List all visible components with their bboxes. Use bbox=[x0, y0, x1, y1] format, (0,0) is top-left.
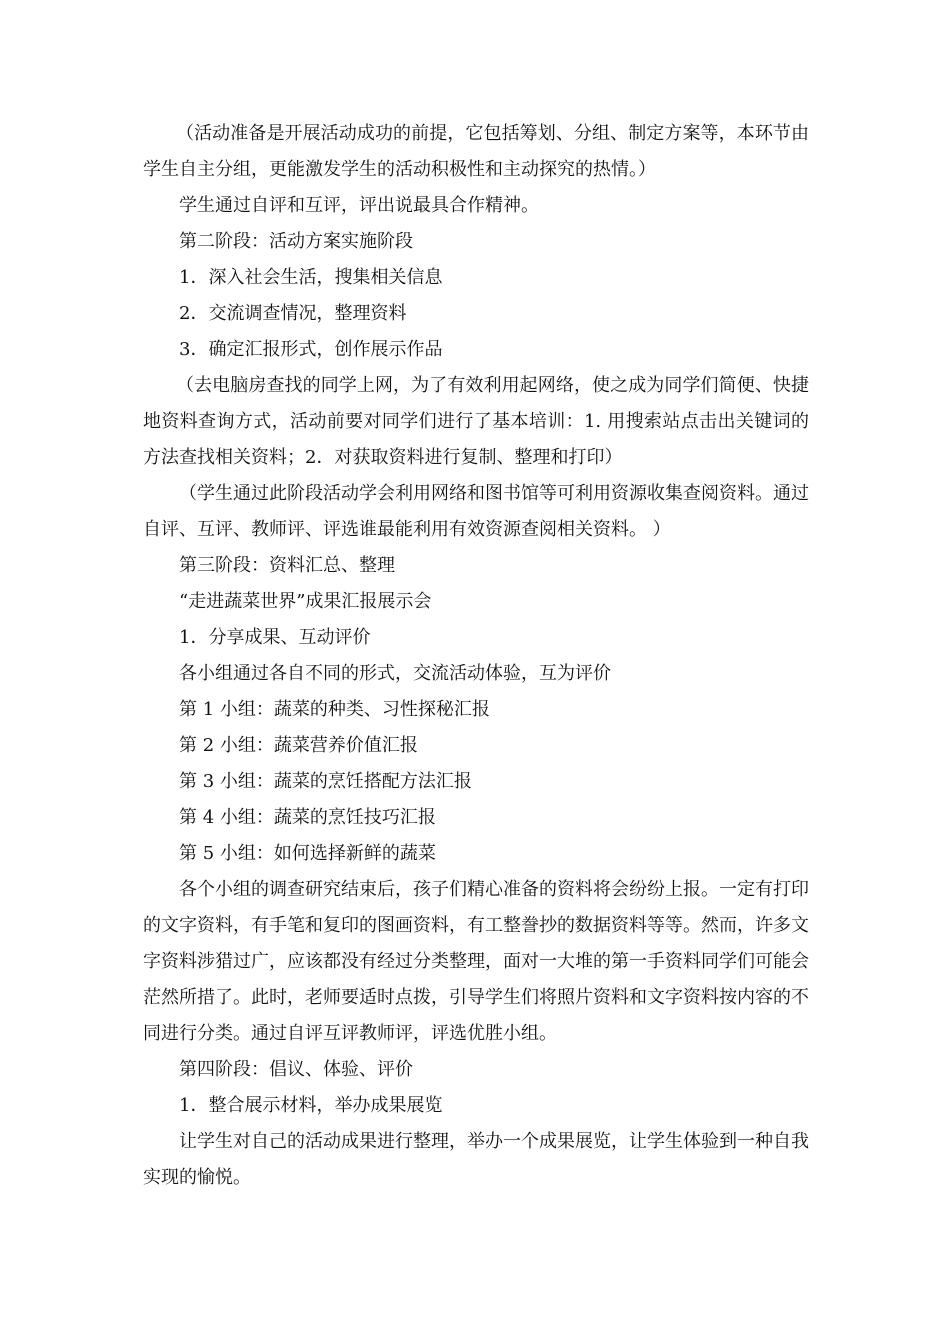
paragraph-activity-preparation-note: （活动准备是开展活动成功的前提，它包括筹划、分组、制定方案等，本环节由学生自主分组，更能激发学生的活动积极性和主动探究的热情。） bbox=[143, 123, 809, 180]
document-body bbox=[143, 116, 809, 1196]
paragraph-group-exchange: 各小组通过各自不同的形式，交流活动体验，互为评价 bbox=[179, 663, 611, 684]
list-item-group-2: 第 2 小组：蔬菜营养价值汇报 bbox=[179, 735, 418, 756]
paragraph-self-evaluation: 学生通过自评和互评，评出说最具合作精神。 bbox=[179, 195, 539, 216]
heading-stage-two: 第二阶段：活动方案实施阶段 bbox=[179, 231, 413, 252]
list-item-group-5: 第 5 小组：如何选择新鲜的蔬菜 bbox=[179, 843, 436, 864]
list-item-stage-two-2: 2．交流调查情况，整理资料 bbox=[179, 303, 407, 324]
heading-stage-three: 第三阶段：资料汇总、整理 bbox=[179, 555, 395, 576]
list-item-stage-two-3: 3．确定汇报形式，创作展示作品 bbox=[179, 339, 443, 360]
paragraph-computer-room-note: （去电脑房查找的同学上网，为了有效利用起网络，使之成为同学们简便、快捷地资料查询方式，活动前要对同学们进行了基本培训：1. 用搜索站点击出关键词的方法查找相关资料；2．对获取资料进行复制、整理和打印） bbox=[143, 375, 809, 468]
paragraph-exhibition-experience: 让学生对自己的活动成果进行整理，举办一个成果展览，让学生体验到一种自我实现的愉悦。 bbox=[143, 1131, 809, 1188]
list-item-group-1: 第 1 小组：蔬菜的种类、习性探秘汇报 bbox=[179, 699, 490, 720]
list-item-stage-four-1: 1．整合展示材料，举办成果展览 bbox=[179, 1095, 443, 1116]
paragraph-material-classification: 各个小组的调查研究结束后，孩子们精心准备的资料将会纷纷上报。一定有打印的文字资料，有手笔和复印的图画资料，有工整誊抄的数据资料等等。然而，许多文字资料涉猎过广，应该都没有经过分类整理，面对一大堆的第一手资料同学们可能会茫然所措了。此时，老师要适时点拨，引导学生们将照片资料和文字资料按内容的不同进行分类。通过自评互评教师评，评选优胜小组。 bbox=[143, 879, 809, 1044]
list-item-group-3: 第 3 小组：蔬菜的烹饪搭配方法汇报 bbox=[179, 771, 472, 792]
paragraph-exhibition-title: “走进蔬菜世界”成果汇报展示会 bbox=[179, 591, 432, 612]
heading-stage-four: 第四阶段：倡议、体验、评价 bbox=[179, 1059, 413, 1080]
paragraph-resource-use-note: （学生通过此阶段活动学会利用网络和图书馆等可利用资源收集查阅资料。通过自评、互评、教师评、评选谁最能利用有效资源查阅相关资料。 ） bbox=[143, 483, 809, 540]
list-item-stage-two-1: 1．深入社会生活，搜集相关信息 bbox=[179, 267, 443, 288]
list-item-stage-three-1: 1．分享成果、互动评价 bbox=[179, 627, 371, 648]
list-item-group-4: 第 4 小组：蔬菜的烹饪技巧汇报 bbox=[179, 807, 436, 828]
